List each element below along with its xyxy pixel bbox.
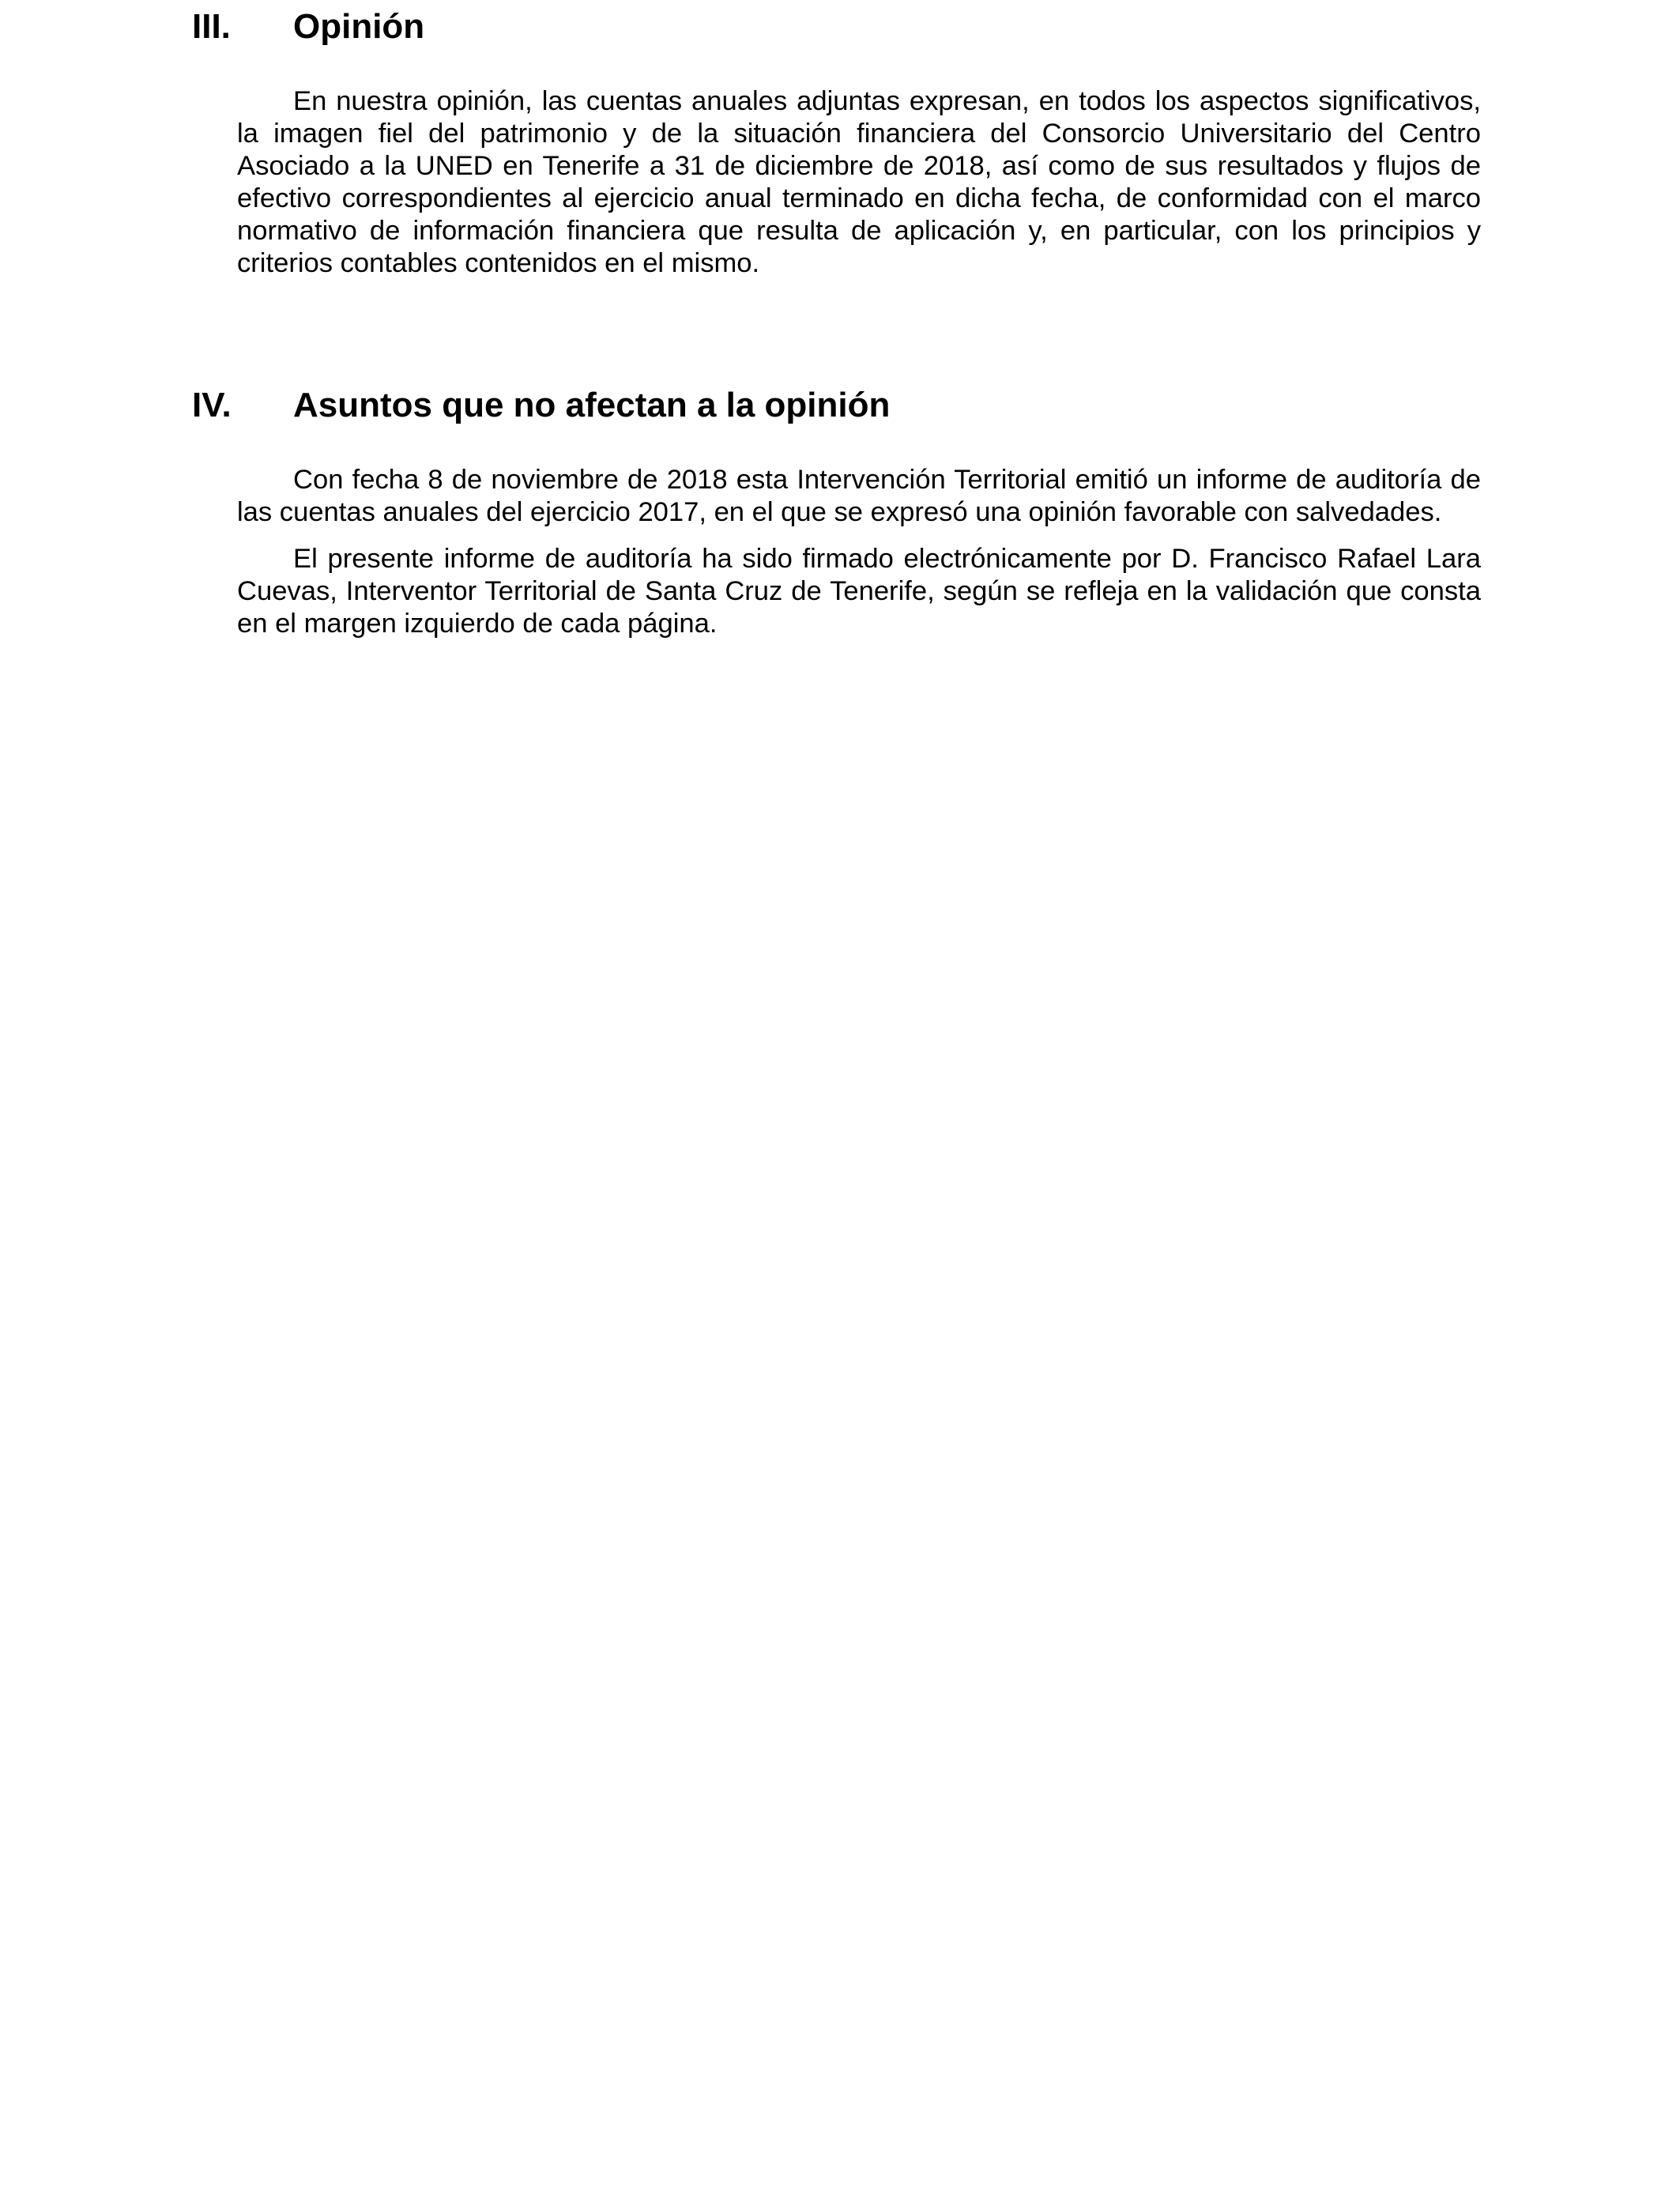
section-heading: [0, 3, 1680, 51]
section-opinion: [0, 3, 1680, 280]
paragraph-prior-report: Con fecha 8 de noviembre de 2018 esta Intervención Territorial emitió un informe de auditoría de las cuentas anuales del ejercicio 2017, en el que se expresó una opinión favorable con salvedades.: [237, 465, 1481, 527]
section-title: Opinión: [293, 7, 425, 46]
section-title: Asuntos que no afectan a la opinión: [293, 386, 891, 424]
section-heading: [0, 382, 1680, 429]
section-number: IV.: [192, 386, 232, 424]
paragraph-signature: El presente informe de auditoría ha sido firmado electrónicamente por D. Francisco Rafael Lara Cuevas, Interventor Territorial de Santa Cruz de Tenerife, según se refleja en la validación que consta en el margen izquierdo de cada página.: [237, 544, 1481, 639]
section-matters-not-affecting-opinion: [0, 382, 1680, 640]
paragraph-opinion: En nuestra opinión, las cuentas anuales adjuntas expresan, en todos los aspectos significativos, la imagen fiel del patrimonio y de la situación financiera del Consorcio Universitario del Centro Asociado a la UNED en Tenerife a 31 de diciembre de 2018, así como de sus resultados y flujos de efectivo correspondientes al ejercicio anual terminado en dicha fecha, de conformidad con el marco normativo de información financiera que resulta de aplicación y, en particular, con los principios y criterios contables contenidos en el mismo.: [237, 86, 1481, 278]
section-number: III.: [192, 7, 231, 46]
